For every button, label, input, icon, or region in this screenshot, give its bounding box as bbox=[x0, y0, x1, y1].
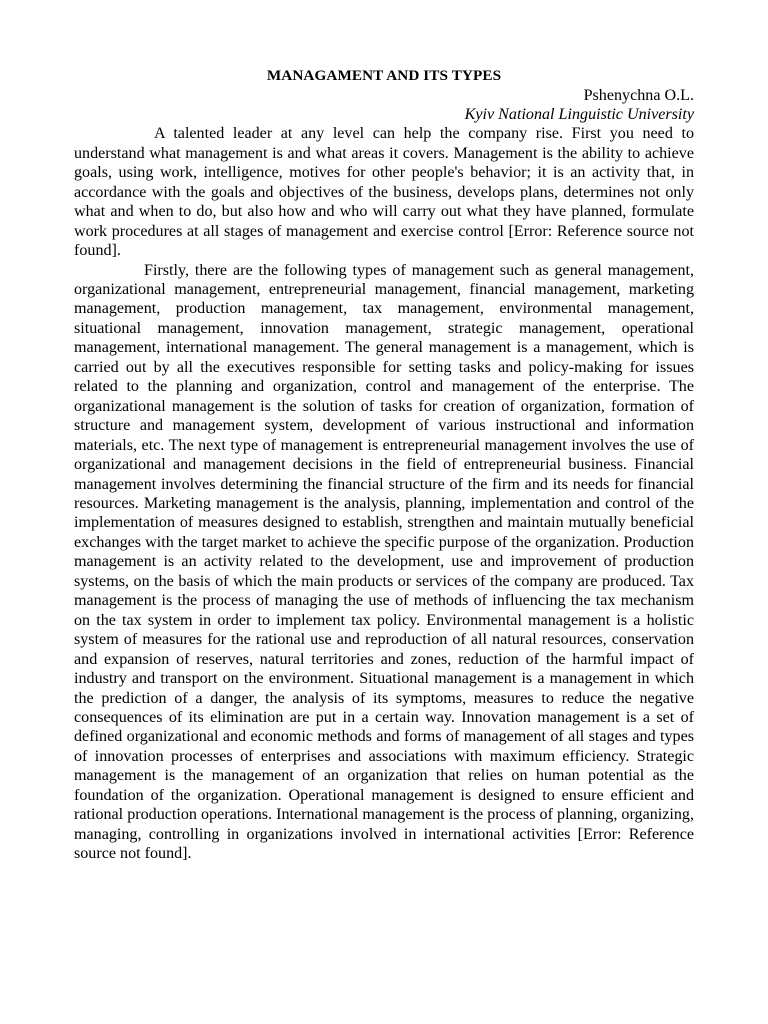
author-affiliation: Kyiv National Linguistic University bbox=[464, 105, 694, 123]
body-paragraph: Firstly, there are the following types of management such as general management, organizational management, entrepreneurial management, financial management, marketing management, production management, tax management, environmental management, situational management, innovation management, strategic management, operational management, international management. The general management is a management, which is carried out by all the executives responsible for setting tasks and policy-making for issues related to the planning and organization, control and management of the enterprise. The organizational management is the solution of tasks for creation of organization, formation of structure and management system, development of various instructional and information materials, etc. The next type of management is entrepreneurial management involves the use of organizational and management decisions in the field of entrepreneurial business. Financial management involves determining the financial structure of the firm and its needs for financial resources. Marketing management is the analysis, planning, implementation and control of the implementation of measures designed to establish, strengthen and maintain mutually beneficial exchanges with the target market to achieve the specific purpose of the organization. Production management is an activity related to the development, use and improvement of production systems, on the basis of which the main products or services of the company are produced. Tax management is the process of managing the use of methods of influencing the tax mechanism on the tax system in order to implement tax policy. Environmental management is a holistic system of measures for the rational use and reproduction of all natural resources, conservation and expansion of reserves, natural territories and zones, reduction of the harmful impact of industry and transport on the environment. Situational management is a management in which the prediction of a danger, the analysis of its symptoms, measures to reduce the negative consequences of its elimination are put in a certain way. Innovation management is a set of defined organizational and economic methods and forms of management of all stages and types of innovation processes of enterprises and associations with maximum efficiency. Strategic management is the management of an organization that relies on human potential as the foundation of the organization. Operational management is designed to ensure efficient and rational production operations. International management is the process of planning, organizing, managing, controlling in organizations involved in international activities [Error: Reference source not found]. bbox=[74, 261, 694, 863]
paper-title: MANAGAMENT AND ITS TYPES bbox=[266, 67, 502, 84]
body-paragraph: A talented leader at any level can help the company rise. First you need to understand what management is and what areas it covers. Management is the ability to achieve goals, using work, intelligence, motives for other people's behavior; it is an activity that, in accordance with the goals and objectives of the business, develops plans, determines not only what and when to do, but also how and who will carry out what they have planned, formulate work procedures at all stages of management and exercise control [Error: Reference source not found]. bbox=[74, 125, 694, 260]
document-page bbox=[74, 66, 694, 864]
author-name: Pshenychna O.L. bbox=[583, 86, 694, 104]
